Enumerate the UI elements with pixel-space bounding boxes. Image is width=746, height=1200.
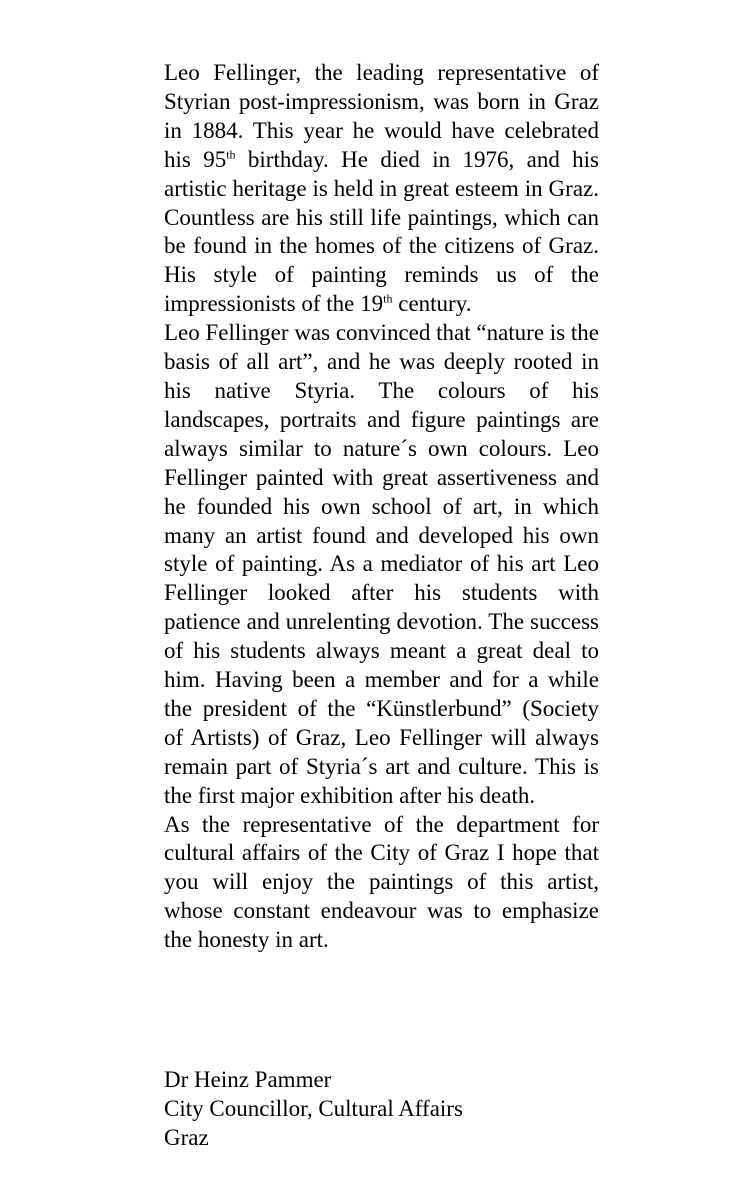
signatory-city: Graz (164, 1124, 209, 1150)
paragraph-1-part-2: birthday. He died in 1976, and his artistic heritage is held in great esteem in Graz. Countless are his still life paintings, which can be found in the homes of the citizens of Graz. His style of painting reminds us of the impressionists of the 19 (164, 146, 600, 317)
ordinal-superscript: th (226, 147, 236, 162)
paragraph-1-part-3: century. (392, 291, 472, 317)
ordinal-superscript: th (383, 291, 393, 306)
paragraph-2: Leo Fellinger was convinced that “nature is the basis of all art”, and he was deeply rooted in his native Styria. The colours of his landscapes, portraits and figure paintings are always similar to nature´s own colours. Leo Fellinger painted with great assertiveness and he founded his own school of art, in which many an artist found and developed his own style of painting. As a mediator of his art Leo Fellinger looked after his students with patience and unrelenting devotion. The success of his students always meant a great deal to him. Having been a member and for a while the president of the “Künstlerbund” (Society of Artists) of Graz, Leo Fellinger will always remain part of Styria´s art and culture. This is the first major exhibition after his death. (164, 320, 599, 808)
paragraph-1-part-1: Leo Fellinger, the leading representative of Styrian post-impressionism, was born in Graz in 1884. This year he would have celebrated his 95 (164, 60, 599, 172)
signatory-title: City Councillor, Cultural Affairs (164, 1095, 463, 1121)
signature-block (164, 1066, 463, 1153)
signatory-name: Dr Heinz Pammer (164, 1067, 332, 1092)
paragraph-3: As the representative of the department for cultural affairs of the City of Graz I hope that you will enjoy the paintings of this artist, whose constant endeavour was to emphasize the honesty in art. (164, 811, 599, 953)
body-text (164, 59, 599, 955)
paragraph-1 (164, 59, 599, 319)
